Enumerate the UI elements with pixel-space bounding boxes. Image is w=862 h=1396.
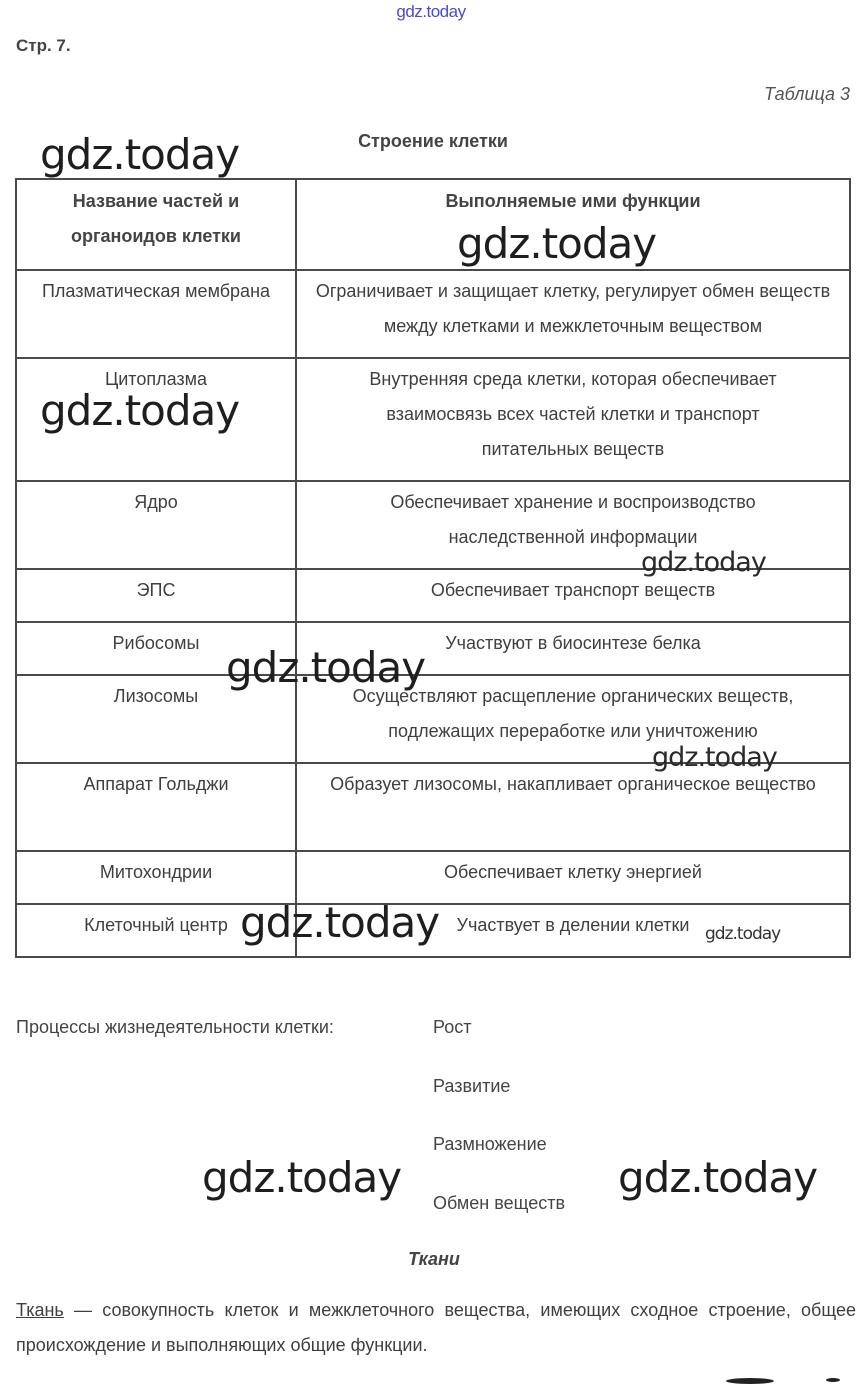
watermark: gdz.today	[641, 547, 766, 578]
process-item: Обмен веществ	[433, 1193, 566, 1213]
process-item: Развитие	[433, 1076, 511, 1096]
site-watermark-top: gdz.today	[396, 2, 466, 21]
watermark: gdz.today	[652, 742, 777, 773]
part-cell: Цитоплазма	[16, 358, 296, 481]
watermark: gdz.today	[240, 898, 440, 947]
watermark: gdz.today	[226, 643, 426, 692]
part-cell: Рибосомы	[16, 622, 296, 675]
function-cell: Участвует в делении клетки	[296, 904, 850, 957]
table-row	[16, 851, 850, 904]
watermark: gdz.today	[457, 219, 657, 268]
table-row	[16, 270, 850, 358]
part-cell: Лизосомы	[16, 675, 296, 763]
function-cell: Обеспечивает хранение и воспроизводство наследственной информации	[296, 481, 850, 569]
part-cell: Аппарат Гольджи	[16, 763, 296, 851]
tissue-definition	[16, 1293, 856, 1363]
table-row	[16, 763, 850, 851]
part-cell: Клеточный центр	[16, 904, 296, 957]
function-cell: Ограничивает и защищает клетку, регулирует обмен веществ между клетками и межклеточным веществом	[296, 270, 850, 358]
function-cell: Обеспечивает транспорт веществ	[296, 569, 850, 622]
table-title: Строение клетки	[358, 131, 508, 151]
tissues-heading: Ткани	[408, 1249, 460, 1269]
watermark: gdz.today	[40, 386, 240, 435]
processes-label: Процессы жизнедеятельности клетки:	[16, 1017, 334, 1037]
table-label: Таблица 3	[763, 84, 850, 104]
column-header-function: Выполняемые ими функции	[296, 179, 850, 270]
scan-mark	[726, 1378, 774, 1384]
page-number: Стр. 7.	[16, 36, 71, 55]
watermark: gdz.today	[202, 1153, 402, 1202]
watermark: gdz.today	[705, 924, 781, 944]
watermark: gdz.today	[618, 1153, 818, 1202]
function-cell: Участвуют в биосинтезе белка	[296, 622, 850, 675]
tissue-term: Ткань	[16, 1300, 64, 1320]
table-header-row	[16, 179, 850, 270]
part-cell: ЭПС	[16, 569, 296, 622]
process-item: Рост	[433, 1017, 472, 1037]
part-cell: Митохондрии	[16, 851, 296, 904]
tissue-definition-text: — совокупность клеток и межклеточного вещества, имеющих сходное строение, общее происхождение и выполняющих общие функции.	[16, 1300, 856, 1355]
scan-mark	[826, 1378, 840, 1382]
column-header-part: Название частей и органоидов клетки	[16, 179, 296, 270]
function-cell: Обеспечивает клетку энергией	[296, 851, 850, 904]
table-row	[16, 622, 850, 675]
function-cell: Внутренняя среда клетки, которая обеспечивает взаимосвязь всех частей клетки и транспорт питательных веществ	[296, 358, 850, 481]
part-cell: Ядро	[16, 481, 296, 569]
watermark: gdz.today	[40, 130, 240, 179]
function-cell: Осуществляют расщепление органических веществ, подлежащих переработке или уничтожению	[296, 675, 850, 763]
part-cell: Плазматическая мембрана	[16, 270, 296, 358]
process-item: Размножение	[433, 1134, 547, 1154]
function-cell: Образует лизосомы, накапливает органическое вещество	[296, 763, 850, 851]
